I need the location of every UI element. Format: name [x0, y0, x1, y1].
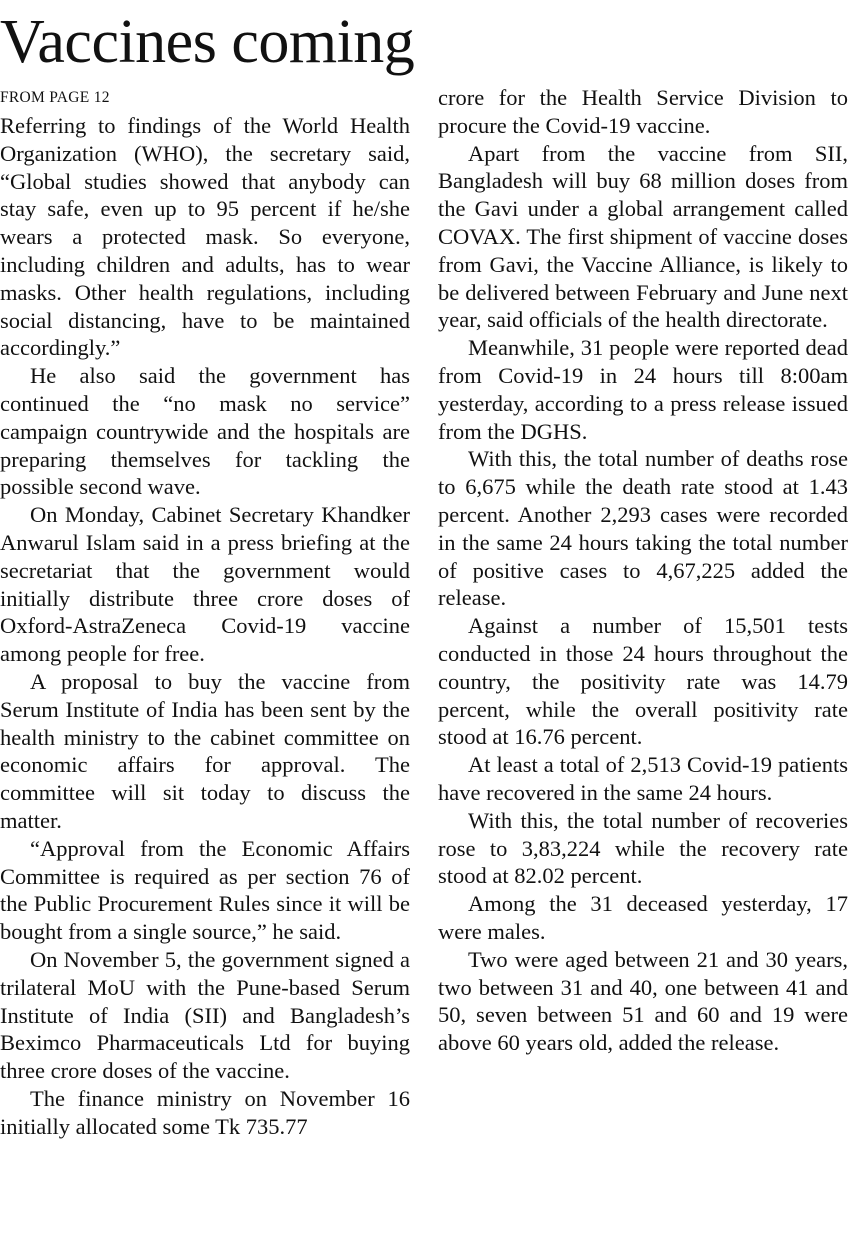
article-column-left: [0, 84, 410, 1140]
paragraph: crore for the Health Service Division to procure the Covid-19 vaccine.: [438, 85, 848, 138]
paragraph: A proposal to buy the vaccine from Serum Institute of India has been sent by the health ministry to the cabinet committee on economic affairs for approval. The committee will sit today to discuss the matter.: [0, 668, 410, 833]
article-column-right: [438, 84, 848, 1057]
paragraph: Apart from the vaccine from SII, Bangladesh will buy 68 million doses from the Gavi under a global arrangement called COVAX. The first shipment of vaccine doses from Gavi, the Vaccine Alliance, is likely to be delivered between February and June next year, said officials of the health directorate.: [438, 140, 848, 333]
paragraph: With this, the total number of deaths rose to 6,675 while the death rate stood at 1.43 percent. Another 2,293 cases were recorded in the same 24 hours taking the total number of positive cases to 4,67,225 added the release.: [438, 446, 848, 611]
paragraph: “Approval from the Economic Affairs Committee is required as per section 76 of the Public Procurement Rules since it will be bought from a single source,” he said.: [0, 835, 410, 945]
jump-line: FROM PAGE 12: [0, 89, 110, 106]
paragraph: Meanwhile, 31 people were reported dead from Covid-19 in 24 hours till 8:00am yesterday, according to a press release issued from the DGHS.: [438, 335, 848, 444]
paragraph: At least a total of 2,513 Covid-19 patients have recovered in the same 24 hours.: [438, 752, 848, 805]
paragraph: Against a number of 15,501 tests conducted in those 24 hours throughout the country, the positivity rate was 14.79 percent, while the overall positivity rate stood at 16.76 percent.: [438, 613, 848, 750]
paragraph: With this, the total number of recoveries rose to 3,83,224 while the recovery rate stood at 82.02 percent.: [438, 807, 848, 889]
paragraph: On Monday, Cabinet Secretary Khandker Anwarul Islam said in a press briefing at the secretariat that the government would initially distribute three crore doses of Oxford-AstraZeneca Covid-19 vaccine among people for free.: [0, 502, 410, 667]
paragraph: On November 5, the government signed a trilateral MoU with the Pune-based Serum Institute of India (SII) and Bangladesh’s Beximco Pharmaceuticals Ltd for buying three crore doses of the vaccine.: [0, 946, 410, 1084]
paragraph: He also said the government has continued the “no mask no service” campaign countrywide and the hospitals are preparing themselves for tackling the possible second wave.: [0, 363, 410, 500]
headline: Vaccines coming: [0, 8, 415, 76]
paragraph: Referring to findings of the World Health Organization (WHO), the secretary said, “Global studies showed that anybody can stay safe, even up to 95 percent if he/she wears a protected mask. So everyone, including children and adults, has to wear masks. Other health regulations, including social distancing, have to be maintained accordingly.”: [0, 113, 410, 361]
paragraph: The finance ministry on November 16 initially allocated some Tk 735.77: [0, 1085, 410, 1139]
paragraph: Two were aged between 21 and 30 years, two between 31 and 40, one between 41 and 50, seven between 51 and 60 and 19 were above 60 years old, added the release.: [438, 946, 848, 1056]
paragraph: Among the 31 deceased yesterday, 17 were males.: [438, 891, 848, 944]
